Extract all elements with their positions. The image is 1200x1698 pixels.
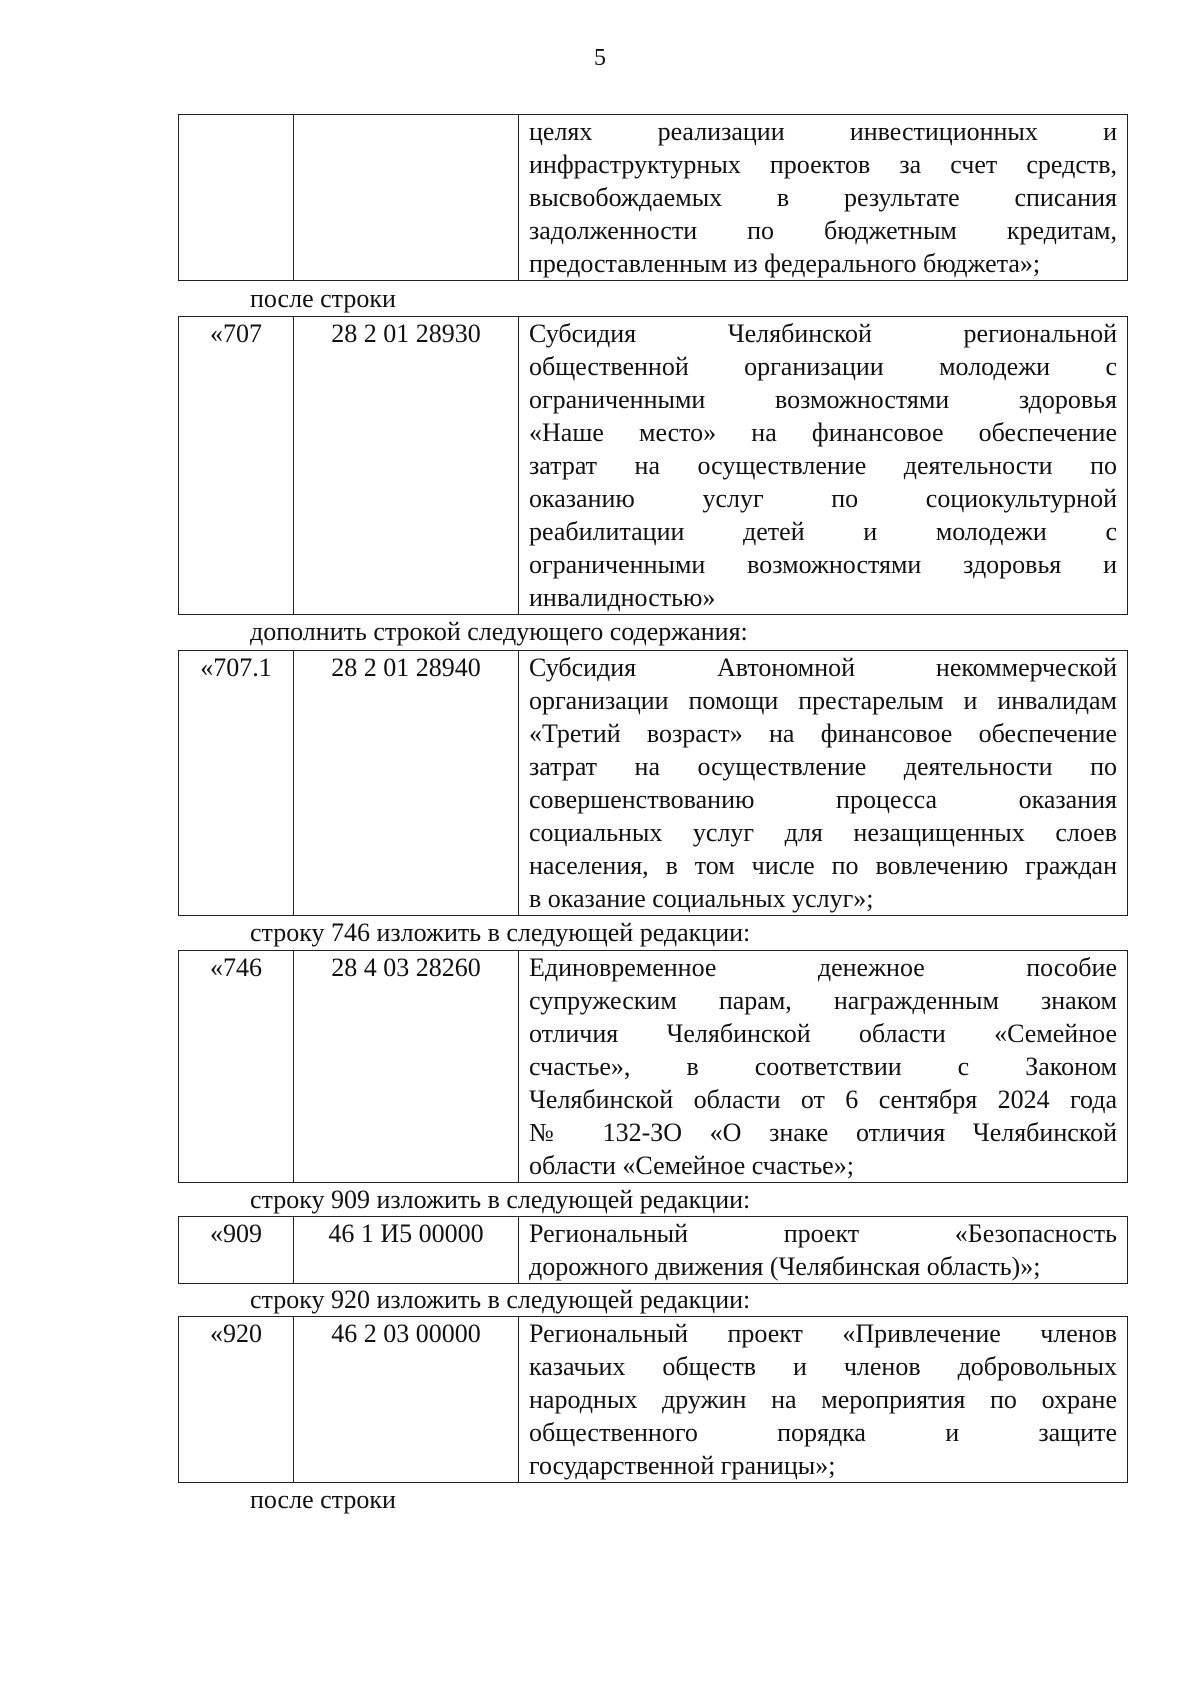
instruction-text: после строки: [250, 284, 396, 313]
description-line: области «Семейное счастье»;: [529, 1151, 854, 1180]
description-line: супружеским парам, награжденным знаком: [529, 986, 1117, 1015]
amendment-table: [178, 114, 1128, 281]
budget-code: [294, 115, 519, 281]
instruction-text: после строки: [250, 1485, 396, 1514]
row-number: «909: [179, 1217, 294, 1284]
description-line: ограниченными возможностями здоровья и: [529, 550, 1117, 579]
instruction-text: строку 920 изложить в следующей редакции:: [250, 1285, 751, 1314]
description-line: предоставленным из федерального бюджета»;: [529, 249, 1041, 278]
table-row: [178, 316, 1128, 615]
row-number: «707.1: [179, 651, 294, 916]
budget-code: 28 4 03 28260: [294, 951, 519, 1183]
description-line: в оказание социальных услуг»;: [529, 884, 874, 913]
table-row: [178, 650, 1128, 916]
description-line: Региональный проект «Безопасность: [529, 1219, 1117, 1248]
description-line: реабилитации детей и молодежи с: [529, 517, 1117, 546]
row-description: [519, 317, 1128, 615]
amendment-table: [178, 316, 1128, 615]
table-row: [178, 1216, 1128, 1284]
row-number: [179, 115, 294, 281]
description-line: социальных услуг для незащищенных слоев: [529, 818, 1117, 847]
budget-code: 46 2 03 00000: [294, 1317, 519, 1483]
description-line: целях реализации инвестиционных и: [529, 117, 1117, 146]
description-line: инвалидностью»: [529, 583, 716, 612]
row-description: [519, 1317, 1128, 1483]
description-line: совершенствованию процесса оказания: [529, 785, 1117, 814]
description-line: ограниченными возможностями здоровья: [529, 385, 1117, 414]
description-line: Субсидия Челябинской региональной: [529, 319, 1117, 348]
table-row: [178, 114, 1128, 281]
description-line: народных дружин на мероприятия по охране: [529, 1385, 1117, 1414]
description-line: отличия Челябинской области «Семейное: [529, 1019, 1117, 1048]
amendment-table: [178, 650, 1128, 916]
row-number: «746: [179, 951, 294, 1183]
amendment-table: [178, 1216, 1128, 1284]
description-line: «Третий возраст» на финансовое обеспечение: [529, 719, 1117, 748]
row-description: [519, 651, 1128, 916]
table-row: [178, 1316, 1128, 1483]
page-number: 5: [594, 45, 606, 71]
description-line: Единовременное денежное пособие: [529, 953, 1117, 982]
instruction-text: строку 909 изложить в следующей редакции:: [250, 1185, 751, 1214]
row-number: «707: [179, 317, 294, 615]
row-description: [519, 1217, 1128, 1284]
row-description: [519, 951, 1128, 1183]
description-line: № 132-ЗО «О знаке отличия Челябинской: [529, 1118, 1117, 1147]
description-line: населения, в том числе по вовлечению граждан: [529, 851, 1117, 880]
amendment-table: [178, 950, 1128, 1183]
description-line: оказанию услуг по социокультурной: [529, 484, 1117, 513]
description-line: Субсидия Автономной некоммерческой: [529, 653, 1117, 682]
instruction-text: строку 746 изложить в следующей редакции:: [250, 918, 751, 947]
budget-code: 46 1 И5 00000: [294, 1217, 519, 1284]
description-line: общественного порядка и защите: [529, 1418, 1117, 1447]
description-line: казачьих обществ и членов добровольных: [529, 1352, 1117, 1381]
row-description: [519, 115, 1128, 281]
table-row: [178, 950, 1128, 1183]
description-line: высвобождаемых в результате списания: [529, 183, 1117, 212]
description-line: «Наше место» на финансовое обеспечение: [529, 418, 1117, 447]
budget-code: 28 2 01 28940: [294, 651, 519, 916]
description-line: государственной границы»;: [529, 1451, 836, 1480]
row-number: «920: [179, 1317, 294, 1483]
description-line: Региональный проект «Привлечение членов: [529, 1319, 1117, 1348]
description-line: инфраструктурных проектов за счет средств,: [529, 150, 1117, 179]
description-line: затрат на осуществление деятельности по: [529, 451, 1117, 480]
description-line: Челябинской области от 6 сентября 2024 года: [529, 1085, 1117, 1114]
instruction-text: дополнить строкой следующего содержания:: [250, 617, 748, 646]
description-line: дорожного движения (Челябинская область)»;: [529, 1252, 1041, 1281]
description-line: затрат на осуществление деятельности по: [529, 752, 1117, 781]
description-line: организации помощи престарелым и инвалидам: [529, 686, 1117, 715]
budget-code: 28 2 01 28930: [294, 317, 519, 615]
amendment-table: [178, 1316, 1128, 1483]
description-line: общественной организации молодежи с: [529, 352, 1117, 381]
description-line: счастье», в соответствии с Законом: [529, 1052, 1117, 1081]
description-line: задолженности по бюджетным кредитам,: [529, 216, 1117, 245]
